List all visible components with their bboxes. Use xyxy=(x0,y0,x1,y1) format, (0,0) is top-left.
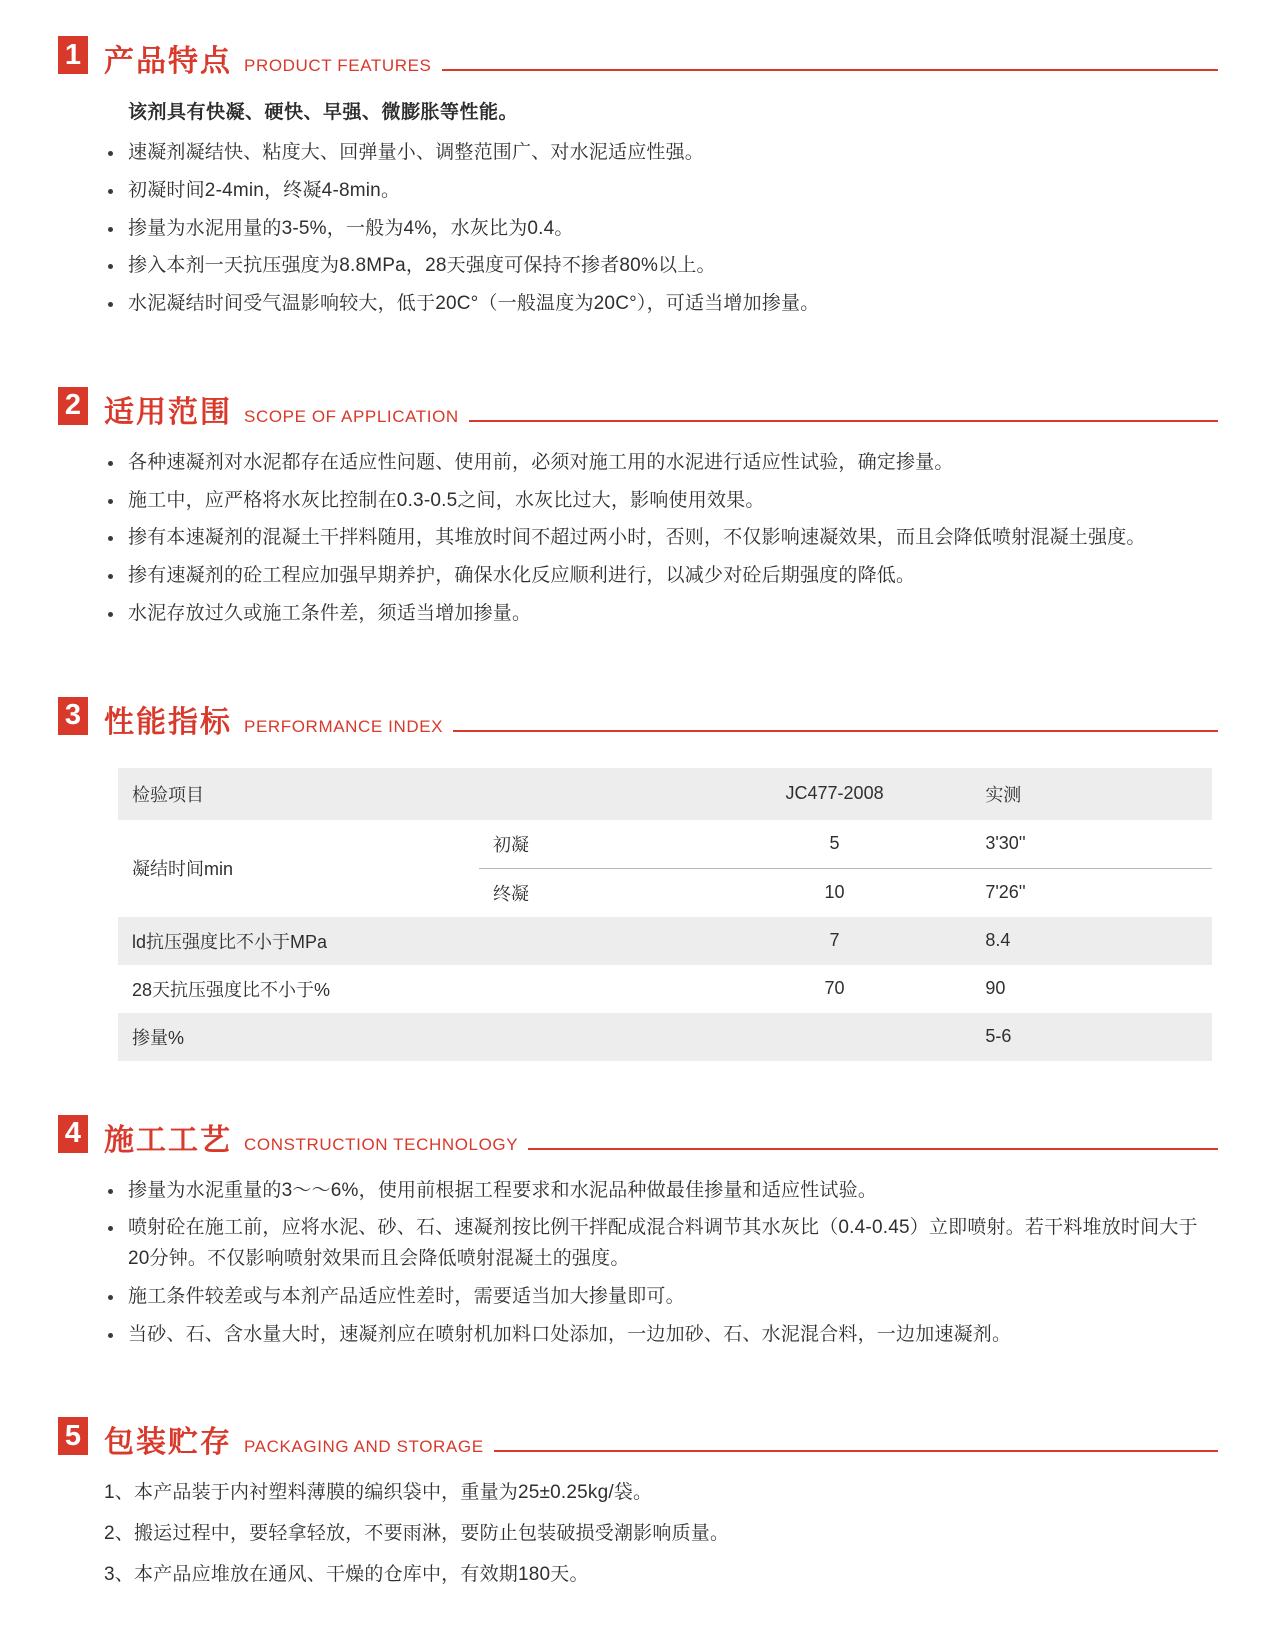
section-title-en: PACKAGING AND STORAGE xyxy=(244,1437,484,1457)
table-header-row xyxy=(118,768,1212,820)
table-head xyxy=(118,768,1212,820)
cell-item: 掺量% xyxy=(118,1013,479,1061)
section-scope-of-application xyxy=(0,387,1280,630)
section-body xyxy=(0,97,1280,320)
list-item: 2、搬运过程中，要轻拿轻放，不要雨淋，要防止包装破损受潮影响质量。 xyxy=(104,1523,730,1545)
section-number-badge: 3 xyxy=(58,697,88,735)
section-title-cn: 施工工艺 xyxy=(104,1123,232,1157)
cell-measured: 3'30'' xyxy=(971,820,1212,869)
section-title-en: PERFORMANCE INDEX xyxy=(244,716,444,736)
section-body xyxy=(0,1176,1280,1351)
section-header xyxy=(0,387,1280,428)
section-title-cn: 产品特点 xyxy=(104,45,232,78)
section-spacer xyxy=(0,1061,1280,1115)
section-number-badge: 5 xyxy=(58,1417,88,1455)
cell-sub xyxy=(479,917,698,965)
list-item: 初凝时间2-4min，终凝4-8min。 xyxy=(100,176,1218,207)
section-body xyxy=(0,1478,1280,1590)
construction-list xyxy=(100,1176,1218,1351)
list-item: 施工中，应严格将水灰比控制在0.3-0.5之间，水灰比过大，影响使用效果。 xyxy=(100,486,1218,517)
section-divider-rule xyxy=(442,69,1219,71)
section-packaging-and-storage xyxy=(0,1417,1280,1590)
lead-paragraph: 该剂具有快凝、硬快、早强、微膨胀等性能。 xyxy=(128,102,519,123)
list-item: 1、本产品装于内衬塑料薄膜的编织袋中，重量为25±0.25kg/袋。 xyxy=(104,1482,653,1504)
performance-table-wrapper xyxy=(0,768,1280,1061)
feature-list xyxy=(100,138,1218,320)
list-item: 当砂、石、含水量大时，速凝剂应在喷射机加料口处添加，一边加砂、石、水泥混合料，一边加速凝剂。 xyxy=(100,1320,1218,1351)
section-number-badge: 2 xyxy=(58,387,88,425)
table-body xyxy=(118,820,1212,1061)
section-title-en: PRODUCT FEATURES xyxy=(244,56,432,75)
cell-sub xyxy=(479,965,698,1013)
section-number-badge: 4 xyxy=(58,1115,88,1153)
cell-item: 凝结时间min xyxy=(118,820,479,917)
cell-standard: 70 xyxy=(698,965,972,1013)
section-title-en: SCOPE OF APPLICATION xyxy=(244,406,459,426)
cell-sub: 初凝 xyxy=(479,820,698,869)
list-item: 水泥存放过久或施工条件差，须适当增加掺量。 xyxy=(100,599,1218,630)
section-spacer xyxy=(0,637,1280,697)
list-item: 掺入本剂一天抗压强度为8.8MPa，28天强度可保持不掺者80%以上。 xyxy=(100,251,1218,282)
section-product-features xyxy=(0,36,1280,320)
section-title-cn: 性能指标 xyxy=(104,705,232,739)
cell-item: ld抗压强度比不小于MPa xyxy=(118,917,479,965)
cell-sub: 终凝 xyxy=(479,868,698,917)
section-title-en: CONSTRUCTION TECHNOLOGY xyxy=(244,1134,519,1154)
section-title-cn: 包装贮存 xyxy=(104,1426,232,1460)
table-row xyxy=(118,1013,1212,1061)
table-row xyxy=(118,965,1212,1013)
cell-item: 28天抗压强度比不小于% xyxy=(118,965,479,1013)
list-item: 掺有速凝剂的砼工程应加强早期养护，确保水化反应顺利进行，以减少对砼后期强度的降低。 xyxy=(100,561,1218,592)
list-item: 3、本产品应堆放在通风、干燥的仓库中，有效期180天。 xyxy=(104,1564,589,1586)
cell-measured: 7'26'' xyxy=(971,868,1212,917)
packaging-list xyxy=(100,1478,1218,1590)
cell-standard: 10 xyxy=(698,868,972,917)
section-divider-rule xyxy=(469,420,1218,422)
cell-standard: 7 xyxy=(698,917,972,965)
section-body xyxy=(0,448,1280,630)
list-item: 施工条件较差或与本剂产品适应性差时，需要适当加大掺量即可。 xyxy=(100,1282,1218,1313)
list-item: 掺量为水泥用量的3-5%，一般为4%，水灰比为0.4。 xyxy=(100,214,1218,245)
performance-table xyxy=(118,768,1212,1061)
column-header-standard: JC477-2008 xyxy=(698,768,972,820)
section-performance-index xyxy=(0,697,1280,1061)
top-spacer xyxy=(0,0,1280,36)
section-construction-technology xyxy=(0,1115,1280,1351)
cell-standard: 5 xyxy=(698,820,972,869)
section-header xyxy=(0,1417,1280,1458)
section-spacer xyxy=(0,327,1280,387)
column-header-sub xyxy=(479,768,698,820)
table-row xyxy=(118,820,1212,869)
section-title-cn: 适用范围 xyxy=(104,395,232,429)
table-row xyxy=(118,917,1212,965)
section-header xyxy=(0,36,1280,77)
cell-standard xyxy=(698,1013,972,1061)
column-header-measured: 实测 xyxy=(971,768,1212,820)
section-divider-rule xyxy=(494,1450,1218,1452)
section-header xyxy=(0,1115,1280,1156)
cell-measured: 90 xyxy=(971,965,1212,1013)
list-item: 喷射砼在施工前，应将水泥、砂、石、速凝剂按比例干拌配成混合料调节其水灰比（0.4-0.45）立即喷射。若干料堆放时间大于20分钟。不仅影响喷射效果而且会降低喷射混凝土的强度。 xyxy=(100,1213,1218,1275)
cell-measured: 8.4 xyxy=(971,917,1212,965)
list-item: 各种速凝剂对水泥都存在适应性问题、使用前，必须对施工用的水泥进行适应性试验，确定掺量。 xyxy=(100,448,1218,479)
section-spacer xyxy=(0,1357,1280,1417)
cell-measured: 5-6 xyxy=(971,1013,1212,1061)
list-item: 水泥凝结时间受气温影响较大，低于20C°（一般温度为20C°），可适当增加掺量。 xyxy=(100,289,1218,320)
cell-sub xyxy=(479,1013,698,1061)
section-divider-rule xyxy=(453,730,1218,732)
section-number-badge: 1 xyxy=(58,36,88,74)
list-item: 掺量为水泥重量的3～～6%，使用前根据工程要求和水泥品种做最佳掺量和适应性试验。 xyxy=(100,1176,1218,1207)
bottom-spacer xyxy=(0,1601,1280,1637)
column-header-item: 检验项目 xyxy=(118,768,479,820)
list-item: 掺有本速凝剂的混凝土干拌料随用，其堆放时间不超过两小时，否则，不仅影响速凝效果，而且会降低喷射混凝土强度。 xyxy=(100,523,1218,554)
section-divider-rule xyxy=(528,1148,1218,1150)
list-item: 速凝剂凝结快、粘度大、回弹量小、调整范围广、对水泥适应性强。 xyxy=(100,138,1218,169)
section-header xyxy=(0,697,1280,738)
scope-list xyxy=(100,448,1218,630)
